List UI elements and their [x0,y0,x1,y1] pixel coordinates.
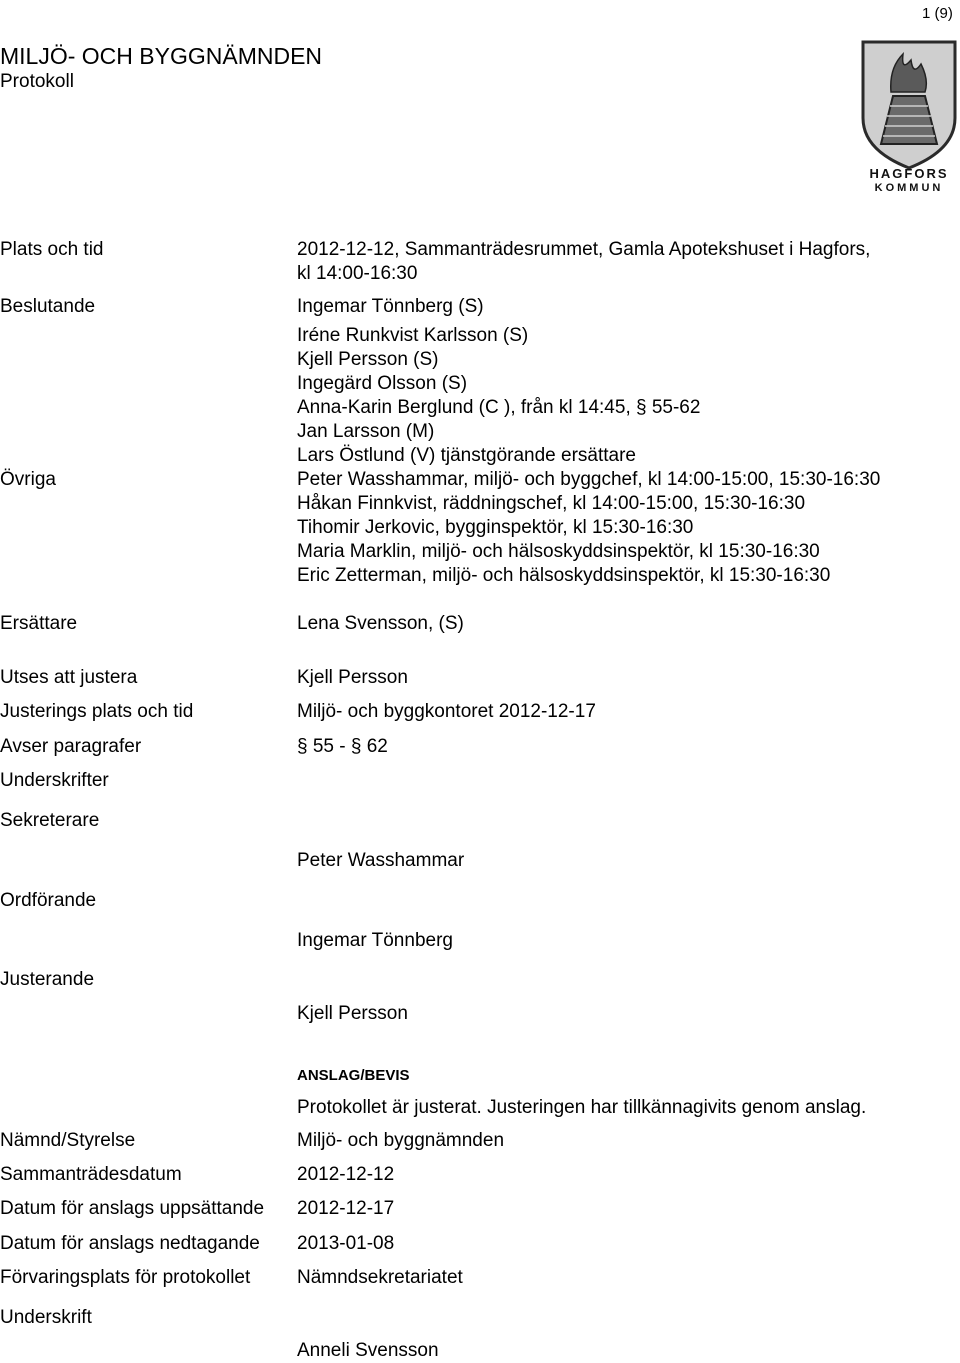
posted-date-label: Datum för anslags uppsättande [0,1198,265,1219]
notice-heading: ANSLAG/BEVIS [297,1067,410,1084]
chair-label: Ordförande [0,890,97,911]
justifier-name: Kjell Persson [297,1003,408,1024]
deciding-label: Beslutande [0,296,96,317]
chair-name: Ingemar Tönnberg [297,930,453,951]
secretary-label: Sekreterare [0,810,100,831]
other-attendee: Tihomir Jerkovic, bygginspektör, kl 15:30-16:30 [297,517,694,538]
page-number: 1 (9) [922,5,953,22]
storage-label: Förvaringsplats för protokollet [0,1267,251,1288]
adjust-place-value: Miljö- och byggkontoret 2012-12-17 [297,701,596,722]
paragraphs-label: Avser paragrafer [0,736,142,757]
logo-text-line2: KOMMUN [874,182,944,192]
signatures-label: Underskrifter [0,770,109,791]
deciding-member: Iréne Runkvist Karlsson (S) [297,325,529,346]
removed-date-label: Datum för anslags nedtagande [0,1233,260,1254]
paragraphs-value: § 55 - § 62 [297,736,388,757]
storage-value: Nämndsekretariatet [297,1267,463,1288]
other-attendee: Håkan Finnkvist, räddningschef, kl 14:00-15:00, 15:30-16:30 [297,493,806,514]
deciding-member: Lars Östlund (V) tjänstgörande ersättare [297,445,637,466]
posted-date-value: 2012-12-17 [297,1198,395,1219]
logo-text-line1: HAGFORS [869,166,949,181]
meeting-date-label: Sammanträdesdatum [0,1164,182,1185]
notice-signatory: Anneli Svensson [297,1340,439,1361]
meeting-date-value: 2012-12-12 [297,1164,395,1185]
substitutes-value: Lena Svensson, (S) [297,613,464,634]
deciding-member: Anna-Karin Berglund (C ), från kl 14:45, § 55-62 [297,397,701,418]
substitutes-label: Ersättare [0,613,78,634]
notice-signature-label: Underskrift [0,1307,92,1328]
justifier-label: Justerande [0,969,95,990]
secretary-name: Peter Wasshammar [297,850,465,871]
others-label: Övriga [0,469,56,490]
hagfors-kommun-logo [859,40,959,192]
document-type: Protokoll [0,71,74,92]
adjuster-label: Utses att justera [0,667,138,688]
organization-title: MILJÖ- OCH BYGGNÄMNDEN [0,43,323,69]
adjust-place-label: Justerings plats och tid [0,701,194,722]
notice-statement: Protokollet är justerat. Justeringen har tillkännagivits genom anslag. [297,1097,867,1118]
other-attendee: Maria Marklin, miljö- och hälsoskyddsinspektör, kl 15:30-16:30 [297,541,820,562]
deciding-member: Kjell Persson (S) [297,349,439,370]
place-label: Plats och tid [0,239,104,260]
deciding-member: Jan Larsson (M) [297,421,435,442]
removed-date-value: 2013-01-08 [297,1233,395,1254]
place-value-line2: kl 14:00-16:30 [297,263,418,284]
deciding-member: Ingegärd Olsson (S) [297,373,468,394]
deciding-member: Ingemar Tönnberg (S) [297,296,484,317]
other-attendee: Peter Wasshammar, miljö- och byggchef, kl 14:00-15:00, 15:30-16:30 [297,469,881,490]
place-value-line1: 2012-12-12, Sammanträdesrummet, Gamla Apotekshuset i Hagfors, [297,239,871,260]
board-label: Nämnd/Styrelse [0,1130,136,1151]
adjuster-value: Kjell Persson [297,667,408,688]
board-value: Miljö- och byggnämnden [297,1130,505,1151]
other-attendee: Eric Zetterman, miljö- och hälsoskyddsinspektör, kl 15:30-16:30 [297,565,831,586]
